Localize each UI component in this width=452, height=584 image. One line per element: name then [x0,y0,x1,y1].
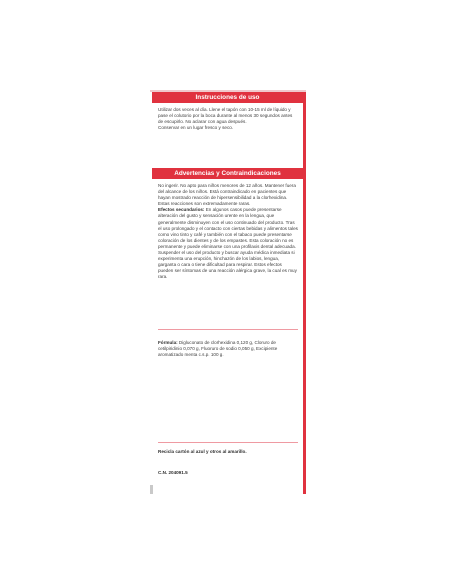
warnings-text: No ingerir. No apto para niños menores de 12 años. Mantener fuera del alcance de los niños. Está contraindicado en pacientes que hayan mostrado reacción de hipersensibilidad a la clorhexidina. Estas reacciones son extremadamente raras. [158,183,296,207]
usage-header: Instrucciones de uso [152,92,303,103]
side-effects-text [158,207,298,280]
usage-storage: Conservar en un lugar fresco y seco. [158,125,234,131]
divider-recycle [158,442,298,443]
warnings-section [158,183,298,281]
divider-formula [158,329,298,330]
side-effects-label: Efectos secundarios: [158,207,205,213]
panel-right-edge [303,92,306,494]
side-effects-body: En algunos casos puede presentarse alteración del gusto y sensación urente en la lengua, que generalmente disminuyen con el uso continuado del producto. Tras el uso prolongado y el contacto con ciertas bebidas y alimentos tales como vino tinto y café y también con el tabaco puede presentarse coloración de los dientes y de los empastes. Esta coloración no es permanente y puede eliminarse con una profilaxis dental adecuada. Suspender el uso del producto y buscar ayuda médica inmediata si experimenta una erupción, hinchazón de los labios, lengua, garganta o cara o tiene dificultad para respirar. Estos efectos pueden ser síntomas de una reacción alérgica grave, la cual es muy rara. [158,207,298,280]
warnings-header: Advertencias y Contraindicaciones [152,168,303,179]
recycle-text: Recicla cartón al azul y otros al amarillo. [158,449,247,454]
leaflet-panel [150,90,306,494]
formula-text: Digluconato de clorhexidina 0,120 g, Cloruro de cetilpiridinio 0,070 g, Fluoruro de sodio 0,050 g, Excipiente aromatizado menta c.s.p. 100 g. [158,340,278,358]
panel-left-edge [150,485,153,494]
recycle-section [158,449,298,455]
formula-label: Fórmula: [158,340,178,345]
national-code: C.N. 204091.5 [158,470,188,475]
usage-instructions: Utilizar dos veces al día. Llene el tapón con 10-15 ml de líquido y pase el colutorio por la boca durante al menos 30 segundos antes de escupirlo. No aclarar con agua después. [158,107,293,125]
usage-section [158,107,298,131]
cn-section [158,470,298,476]
formula-section [158,340,298,358]
